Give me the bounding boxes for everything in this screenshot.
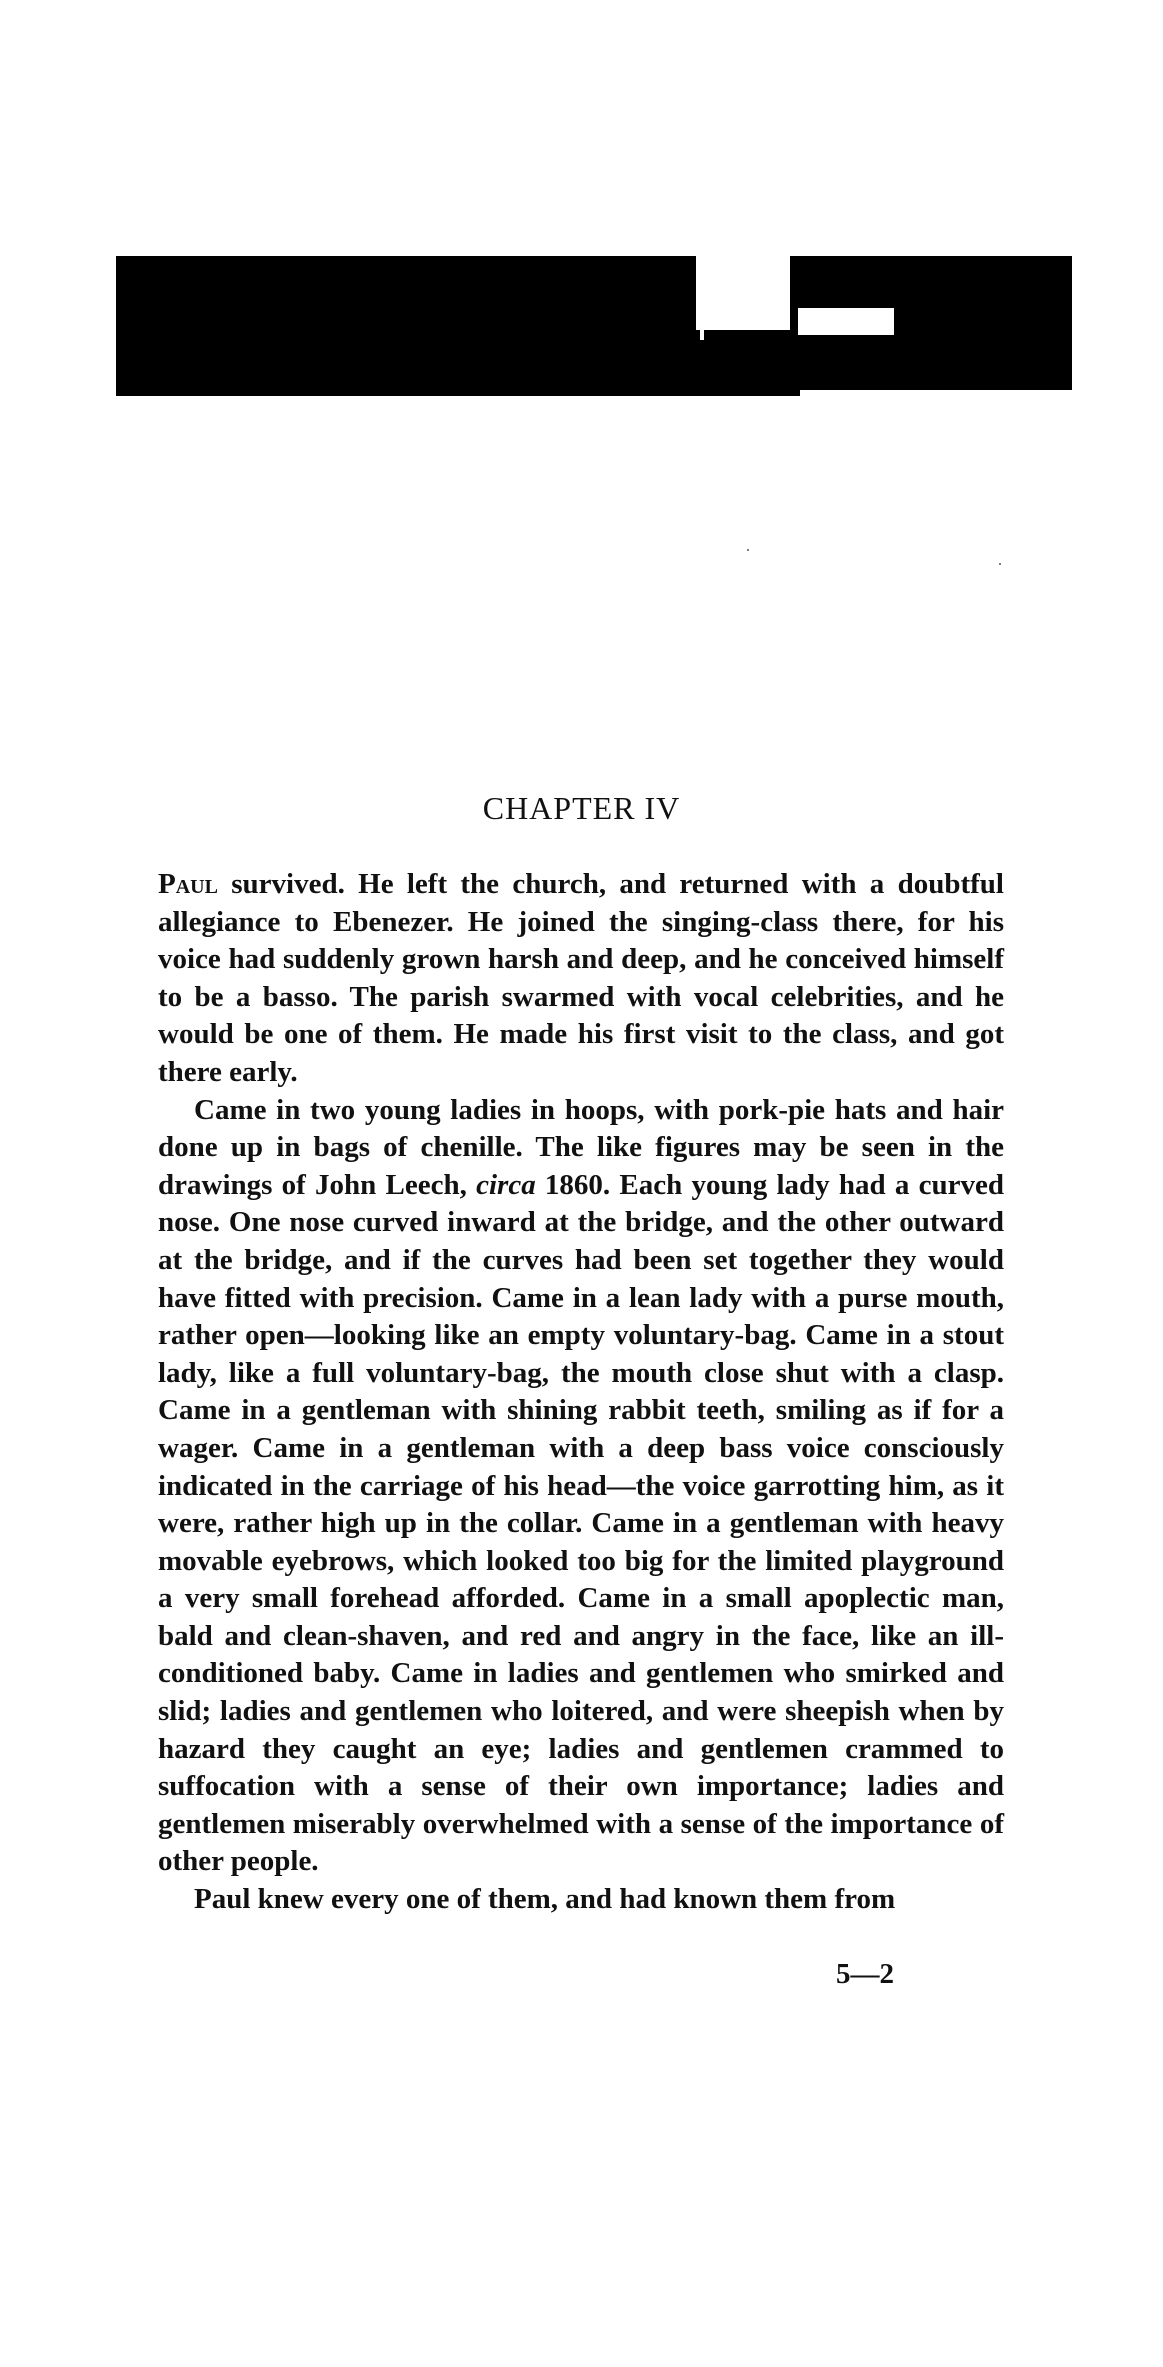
paragraph-text: Paul knew every one of them, and had known them from xyxy=(194,1883,896,1916)
band-notch xyxy=(798,308,894,335)
redaction-band-bridge xyxy=(690,330,800,396)
paragraph xyxy=(158,1881,1004,1919)
paragraph-text: survived. He left the church, and returned with a doubtful allegiance to Ebenezer. He joined the singing-class there, for his voice had suddenly grown harsh and deep, and he conceived himself to be a basso. The parish swarmed with vocal celebrities, and he would be one of them. He made his first visit to the class, and got there early. xyxy=(158,868,1004,1088)
redaction-band-left xyxy=(116,256,696,396)
paragraph xyxy=(158,866,1004,1092)
italic-term: circa xyxy=(476,1168,536,1201)
band-speck xyxy=(700,316,704,340)
paragraph-lead-word: Paul xyxy=(158,868,218,900)
page-number: 5—2 xyxy=(836,1958,894,1990)
chapter-title: CHAPTER IV xyxy=(482,790,681,826)
paragraph-text: Came in two young ladies in hoops, with pork-pie hats and hair done up in bags of chenille. The like figures may be seen in the drawings of John Leech, xyxy=(158,1093,1004,1201)
paragraph xyxy=(158,1092,1004,1881)
scan-speck xyxy=(747,549,749,551)
scan-speck xyxy=(999,563,1001,565)
paragraph-text: 1860. Each young lady had a curved nose. One nose curved inward at the bridge, and the other outward at the bridge, and if the curves had been set together they would have fitted with precision. Came in a lean lady with a purse mouth, rather open—looking like an empty voluntary-bag. Came in a stout lady, like a full voluntary-bag, the mouth close shut with a clasp. Came in a gentleman with shining rabbit teeth, smiling as if for a wager. Came in a gentleman with a deep bass voice consciously indicated in the carriage of his head—the voice garrotting him, as it were, rather high up in the collar. Came in a gentleman with heavy movable eyebrows, which looked too big for the limited playground a very small forehead afforded. Came in a small apoplectic man, bald and clean-shaven, and red and angry in the face, like an ill-conditioned baby. Came in ladies and gentlemen who smirked and slid; ladies and gentlemen who loitered, and were sheepish when by hazard they caught an eye; ladies and gentlemen crammed to suffocation with a sense of their own importance; ladies and gentlemen miserably overwhelmed with a sense of the importance of other people. xyxy=(158,1168,1004,1878)
chapter-body xyxy=(158,866,1004,1919)
